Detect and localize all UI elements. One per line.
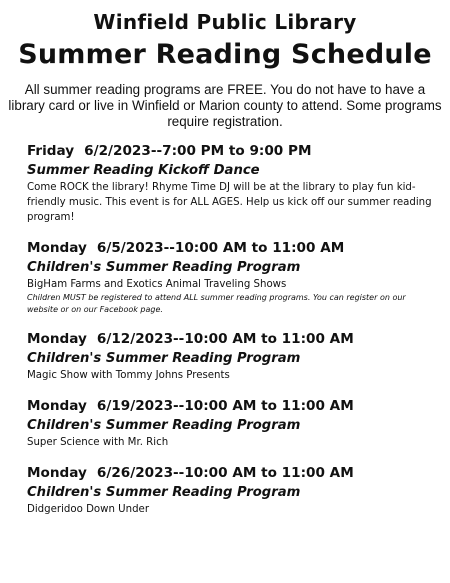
event-day: Friday [27,143,75,159]
event-day: Monday [27,398,87,414]
event-datetime-line [27,142,436,161]
event-title: Children's Summer Reading Program [27,485,301,500]
intro-text: All summer reading programs are FREE. You do not have to have a library card or live in Winfield or Marion county to attend. Some programs require registration. [8,82,442,129]
event-description: BigHam Farms and Exotics Animal Traveling Shows [27,279,287,290]
event-item [27,464,436,517]
event-datetime: 6/2/2023--7:00 PM to 9:00 PM [84,143,312,159]
event-item [27,330,436,383]
event-item [27,239,436,316]
event-datetime: 6/26/2023--10:00 AM to 11:00 AM [96,465,354,481]
event-datetime-line [27,397,436,416]
event-title: Summer Reading Kickoff Dance [27,163,260,178]
event-day: Monday [27,240,87,256]
event-item [27,397,436,450]
event-description: Magic Show with Tommy Johns Presents [27,370,230,381]
event-description: Come ROCK the library! Rhyme Time DJ will be at the library to play fun kid-friendly music. This event is for ALL AGES. Help us kick off our summer reading program! [27,182,432,223]
event-description: Didgeridoo Down Under [27,504,150,515]
event-datetime-line [27,239,436,258]
event-list [0,142,450,517]
event-day: Monday [27,331,87,347]
event-title: Children's Summer Reading Program [27,418,301,433]
event-datetime: 6/12/2023--10:00 AM to 11:00 AM [96,331,354,347]
event-day: Monday [27,465,87,481]
event-description: Super Science with Mr. Rich [27,437,169,448]
event-datetime-line [27,330,436,349]
event-item [27,142,436,225]
event-title: Children's Summer Reading Program [27,260,301,275]
library-name: Winfield Public Library [93,10,357,34]
event-datetime: 6/19/2023--10:00 AM to 11:00 AM [96,398,354,414]
page-title: Summer Reading Schedule [18,39,432,70]
event-datetime-line [27,464,436,483]
event-datetime: 6/5/2023--10:00 AM to 11:00 AM [96,240,345,256]
event-title: Children's Summer Reading Program [27,351,301,366]
header [0,0,450,72]
registration-note: Children MUST be registered to attend ALL summer reading programs. You can register on our website or on our Facebook page. [27,293,406,314]
